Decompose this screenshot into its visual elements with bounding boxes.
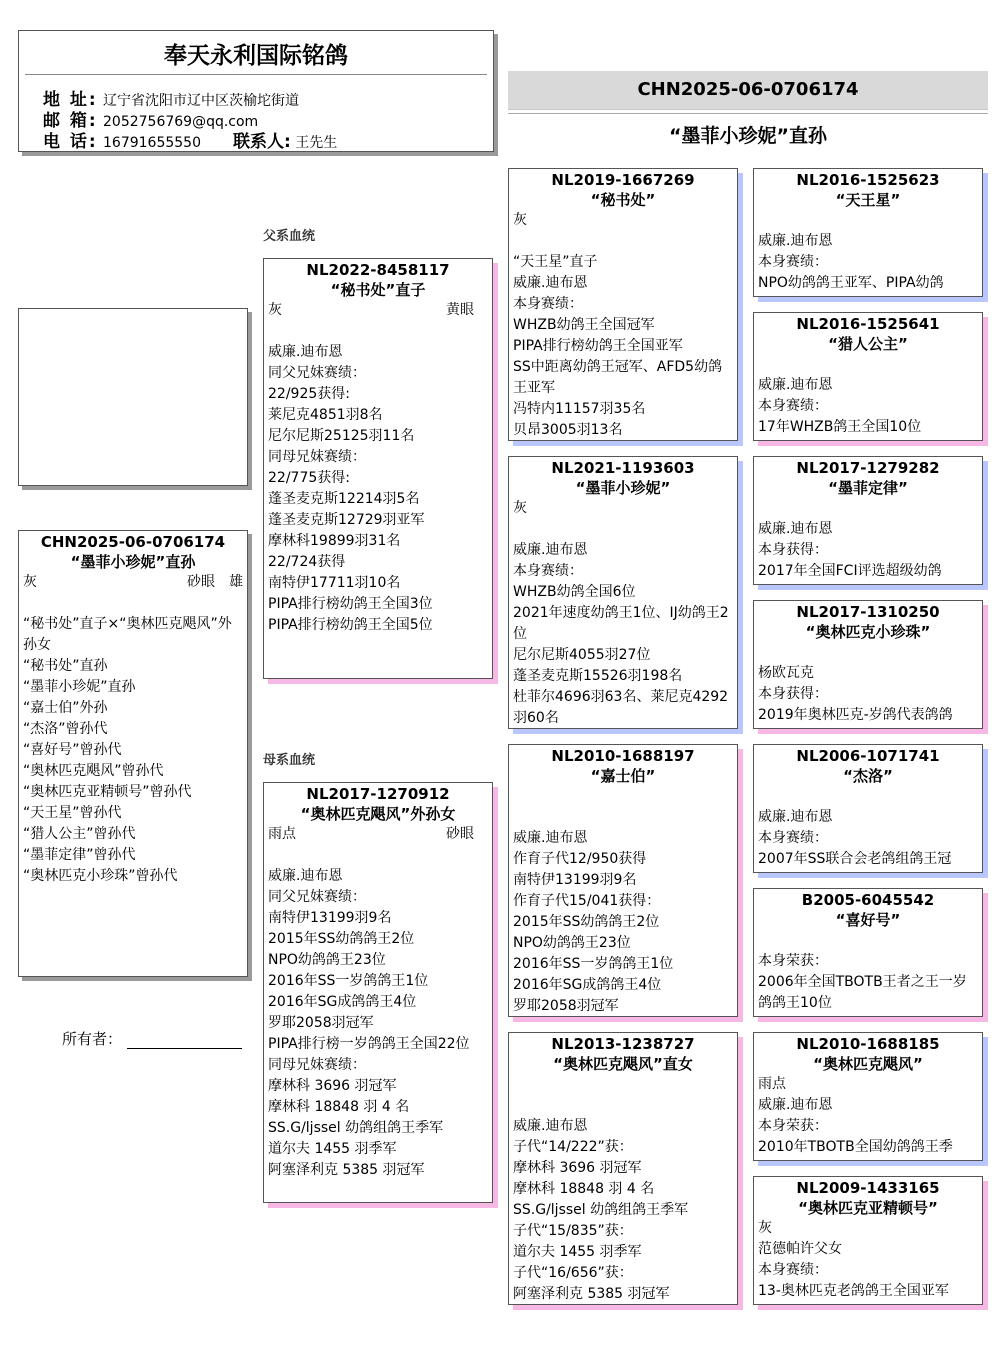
bird-name: “秘书处”直子 — [330, 281, 426, 299]
pedigree-ring: CHN2025-06-0706174 — [637, 79, 859, 100]
record-line: 同母兄妹赛绩： — [268, 1057, 366, 1073]
eye: 砂眼 — [446, 826, 474, 842]
ring-number: NL2016-1525641 — [796, 315, 940, 333]
record-line: 本身赛绩： — [758, 398, 828, 414]
email-label: 邮 箱: — [43, 111, 98, 131]
subject-card — [18, 530, 248, 977]
record-line: “嘉士伯”外孙 — [23, 700, 108, 716]
color: 灰 — [23, 574, 37, 590]
color: 灰 — [513, 500, 527, 516]
record-line: “奥林匹克飓风”曾孙代 — [23, 763, 164, 779]
subject-lines — [19, 614, 247, 887]
sds-card — [753, 456, 983, 585]
record-line: 2016年SS一岁鸽鸽王1位 — [268, 973, 429, 989]
sire-lines — [264, 342, 492, 636]
ring-number: NL2009-1433165 — [796, 1179, 940, 1197]
record-line: 威廉.迪布恩 — [513, 830, 588, 846]
record-line: “猎人公主”曾孙代 — [23, 826, 136, 842]
record-line: 子代“15/835”获： — [513, 1223, 633, 1239]
record-line: PIPA排行榜幼鸽王全国3位 — [268, 596, 433, 612]
record-line: 威廉.迪布恩 — [268, 344, 343, 360]
record-line: 22/724获得 — [268, 554, 346, 570]
dd-card — [508, 1032, 738, 1305]
record-line: “奥林匹克亚精顿号”曾孙代 — [23, 784, 192, 800]
band-divider — [508, 113, 988, 114]
owner-blank[interactable] — [127, 1034, 242, 1049]
header-card — [18, 30, 494, 152]
dam-traits — [264, 824, 492, 845]
ring-number: NL2010-1688185 — [796, 1035, 940, 1053]
ring-number: NL2013-1238727 — [551, 1035, 695, 1053]
record-line: 2019年奥林匹克-岁鸽代表鸽鸽 — [758, 707, 953, 723]
record-line: 本身赛绩： — [513, 563, 583, 579]
loft-title: 奉天永利国际铭鸽 — [164, 43, 348, 69]
record-line: PIPA排行榜幼鸽王全国5位 — [268, 617, 433, 633]
color: 灰 — [268, 302, 282, 318]
ring-number: NL2021-1193603 — [551, 459, 695, 477]
record-line: 本身赛绩： — [758, 830, 828, 846]
dsd-card — [753, 888, 983, 1017]
record-line: 威廉.迪布恩 — [268, 868, 343, 884]
header-divider — [25, 74, 487, 75]
record-line: 杨欧瓦克 — [758, 665, 814, 681]
bird-name: “天王星” — [835, 191, 901, 209]
record-line: 威廉.迪布恩 — [758, 521, 833, 537]
dss-card — [753, 744, 983, 873]
ring-number: NL2022-8458117 — [306, 261, 450, 279]
color: 灰 — [513, 212, 527, 228]
record-line: NPO幼鸽鸽王23位 — [513, 935, 631, 951]
record-line: NPO幼鸽鸽王23位 — [268, 952, 386, 968]
dam-line-label: 母系血统 — [263, 753, 316, 768]
record-line: 作育子代15/041获得： — [513, 893, 661, 909]
sire-line-label: 父系血统 — [263, 229, 316, 244]
contact-value: 王先生 — [295, 135, 338, 151]
record-line: “天王星”直子 — [513, 254, 598, 270]
record-line: 2016年SG成鸽鸽王4位 — [513, 977, 662, 993]
phone-value: 16791655550 — [103, 135, 201, 151]
record-line: 本身荣获： — [758, 1118, 828, 1134]
dam-lines — [264, 866, 492, 1181]
record-line: 摩林科 18848 羽 4 名 — [513, 1181, 655, 1197]
record-line: 摩林科 3696 羽冠军 — [268, 1078, 397, 1094]
record-line: 2016年SS一岁鸽鸽王1位 — [513, 956, 674, 972]
record-line: 尼尔尼斯25125羽11名 — [268, 428, 415, 444]
record-line: “奥林匹克小珍珠”曾孙代 — [23, 868, 178, 884]
record-line: 威廉.迪布恩 — [758, 809, 833, 825]
dds-lines — [754, 1095, 982, 1158]
email-value: 2052756769@qq.com — [103, 114, 259, 130]
owner-label: 所有者： — [62, 1030, 123, 1048]
ring-number: NL2017-1279282 — [796, 459, 940, 477]
record-line: 2015年SS幼鸽鸽王2位 — [268, 931, 415, 947]
bird-name: “墨菲小珍妮” — [575, 479, 671, 497]
record-line: “墨菲小珍妮”直孙 — [23, 679, 136, 695]
dss-lines — [754, 807, 982, 870]
phone-row — [43, 127, 337, 152]
record-line: “秘书处”直子×“奥林匹克飓风”外孙女 — [23, 616, 232, 653]
bird-name: “杰洛” — [843, 767, 893, 785]
sds-lines — [754, 519, 982, 582]
ddd-card — [753, 1176, 983, 1305]
record-line: 2010年TBOTB全国幼鸽鸽王季 — [758, 1139, 953, 1155]
ss-card — [508, 168, 738, 441]
record-line: 本身荣获： — [758, 953, 828, 969]
ring-number: B2005-6045542 — [801, 891, 935, 909]
sss-lines — [754, 231, 982, 294]
photo-frame — [18, 308, 248, 486]
record-line: 威廉.迪布恩 — [513, 542, 588, 558]
record-line: 22/775获得: — [268, 470, 350, 486]
eye: 砂眼 — [187, 574, 215, 590]
record-line: 同母兄妹赛绩： — [268, 449, 366, 465]
sex: 雄 — [229, 574, 243, 590]
color: 灰 — [758, 1220, 772, 1236]
record-line: 子代“14/222”获： — [513, 1139, 633, 1155]
record-line: “喜好号”曾孙代 — [23, 742, 122, 758]
record-line: 南特伊17711羽10名 — [268, 575, 401, 591]
contact-label: 联系人: — [233, 132, 291, 152]
bird-name: “嘉士伯” — [590, 767, 656, 785]
dds-card — [753, 1032, 983, 1161]
record-line: “墨菲定律”曾孙代 — [23, 847, 136, 863]
record-line: PIPA排行榜幼鸽王全国亚军 — [513, 338, 683, 354]
record-line: SS.G/ljssel 幼鸽组鸽王季军 — [268, 1120, 444, 1136]
record-line: 2016年SG成鸽鸽王4位 — [268, 994, 417, 1010]
ssd-lines — [754, 375, 982, 438]
color: 雨点 — [268, 826, 296, 842]
record-line: 道尔夫 1455 羽季军 — [513, 1244, 642, 1260]
bird-name: “奥林匹克飓风” — [813, 1055, 923, 1073]
ring-number: NL2017-1310250 — [796, 603, 940, 621]
record-line: 威廉.迪布恩 — [758, 377, 833, 393]
ssd-card — [753, 312, 983, 441]
bird-name: “墨菲定律” — [828, 479, 908, 497]
record-line: 本身获得： — [758, 542, 828, 558]
record-line: 本身赛绩： — [758, 1262, 828, 1278]
record-line: 威廉.迪布恩 — [758, 1097, 833, 1113]
ss-lines — [509, 252, 737, 441]
dd-lines — [509, 1116, 737, 1305]
record-line: 罗耶2058羽冠军 — [513, 998, 619, 1014]
record-line: 2017年全国FCI评选超级幼鸽 — [758, 563, 942, 579]
record-line: 摩林科 18848 羽 4 名 — [268, 1099, 410, 1115]
subject-traits — [19, 572, 247, 593]
record-line: 13-奥林匹克老鸽鸽王全国亚军 — [758, 1283, 949, 1299]
record-line: “天王星”曾孙代 — [23, 805, 122, 821]
sd-lines — [509, 540, 737, 729]
bird-name: “奥林匹克小珍珠” — [805, 623, 931, 641]
sire-card — [263, 258, 493, 679]
record-line: PIPA排行榜一岁鸽鸽王全国22位 — [268, 1036, 470, 1052]
record-line: 贝昂3005羽13名 — [513, 422, 623, 438]
record-line: 2015年SS幼鸽鸽王2位 — [513, 914, 660, 930]
record-line: 阿塞泽利克 5385 羽冠军 — [513, 1286, 670, 1302]
record-line: 威廉.迪布恩 — [758, 233, 833, 249]
record-line: 2007年SS联合会老鸽组鸽王冠 — [758, 851, 952, 867]
ring-number: NL2017-1270912 — [306, 785, 450, 803]
bird-name: “猎人公主” — [828, 335, 908, 353]
record-line: 同父兄妹赛绩： — [268, 889, 366, 905]
bird-name: “秘书处” — [590, 191, 656, 209]
record-line: WHZB幼鸽全国6位 — [513, 584, 636, 600]
record-line: 17年WHZB鸽王全国10位 — [758, 419, 922, 435]
record-line: 子代“16/656”获： — [513, 1265, 633, 1281]
record-line: 本身获得： — [758, 686, 828, 702]
record-line: 同父兄妹赛绩： — [268, 365, 366, 381]
ring-number: NL2010-1688197 — [551, 747, 695, 765]
record-line: 南特伊13199羽9名 — [268, 910, 392, 926]
record-line: 罗耶2058羽冠军 — [268, 1015, 374, 1031]
record-line: 莱尼克4851羽8名 — [268, 407, 383, 423]
record-line: SS中距离幼鸽王冠军、AFD5幼鸽王亚军 — [513, 359, 723, 396]
sire-traits — [264, 300, 492, 321]
pedigree-ring-band — [508, 71, 988, 110]
color: 雨点 — [758, 1076, 786, 1092]
record-line: 杜菲尔4696羽63名、莱尼克4292羽60名 — [513, 689, 729, 726]
sdd-lines — [754, 663, 982, 726]
sdd-card — [753, 600, 983, 729]
sd-card — [508, 456, 738, 729]
record-line: 本身赛绩： — [513, 296, 583, 312]
phone-label: 电 话: — [43, 132, 98, 152]
ddd-lines — [754, 1239, 982, 1302]
bird-name: “奥林匹克飓风”直女 — [553, 1055, 693, 1073]
record-line: 尼尔尼斯4055羽27位 — [513, 647, 651, 663]
record-line: 威廉.迪布恩 — [513, 275, 588, 291]
record-line: “杰洛”曾孙代 — [23, 721, 108, 737]
ring-number: CHN2025-06-0706174 — [40, 533, 226, 551]
record-line: 冯特内11157羽35名 — [513, 401, 646, 417]
record-line: 南特伊13199羽9名 — [513, 872, 637, 888]
record-line: WHZB幼鸽王全国冠军 — [513, 317, 655, 333]
pedigree-title: “墨菲小珍妮”直孙 — [669, 125, 827, 147]
record-line: 道尔夫 1455 羽季军 — [268, 1141, 397, 1157]
ring-number: NL2006-1071741 — [796, 747, 940, 765]
eye: 黄眼 — [446, 302, 474, 318]
record-line: “秘书处”直孙 — [23, 658, 108, 674]
record-line: 作育子代12/950获得 — [513, 851, 647, 867]
record-line: 2006年全国TBOTB王者之王一岁鸽鸽王10位 — [758, 974, 967, 1011]
record-line: 蓬圣麦克斯12214羽5名 — [268, 491, 420, 507]
dsd-lines — [754, 951, 982, 1014]
record-line: SS.G/ljssel 幼鸽组鸽王季军 — [513, 1202, 689, 1218]
record-line: 蓬圣麦克斯15526羽198名 — [513, 668, 683, 684]
record-line: 范德帕许父女 — [758, 1241, 842, 1257]
record-line: 摩林科 3696 羽冠军 — [513, 1160, 642, 1176]
address-label: 地 址: — [43, 90, 98, 110]
ring-number: NL2016-1525623 — [796, 171, 940, 189]
bird-name: “奥林匹克飓风”外孙女 — [300, 805, 456, 823]
owner-row — [62, 1028, 242, 1049]
dam-card — [263, 782, 493, 1203]
record-line: 阿塞泽利克 5385 羽冠军 — [268, 1162, 425, 1178]
sss-card — [753, 168, 983, 297]
bird-name: “喜好号” — [835, 911, 901, 929]
record-line: NPO幼鸽鸽王亚军、PIPA幼鸽 — [758, 275, 944, 291]
ds-lines — [509, 828, 737, 1017]
address-value: 辽宁省沈阳市辽中区茨榆坨街道 — [103, 93, 299, 109]
ds-card — [508, 744, 738, 1017]
record-line: 2021年速度幼鸽王1位、IJ幼鸽王2位 — [513, 605, 729, 642]
record-line: 摩林科19899羽31名 — [268, 533, 401, 549]
record-line: 本身赛绩： — [758, 254, 828, 270]
record-line: 22/925获得: — [268, 386, 350, 402]
ring-number: NL2019-1667269 — [551, 171, 695, 189]
record-line: 蓬圣麦克斯12729羽亚军 — [268, 512, 425, 528]
record-line: 威廉.迪布恩 — [513, 1118, 588, 1134]
bird-name: “奥林匹克亚精顿号” — [798, 1199, 938, 1217]
bird-name: “墨菲小珍妮”直孙 — [70, 553, 196, 571]
